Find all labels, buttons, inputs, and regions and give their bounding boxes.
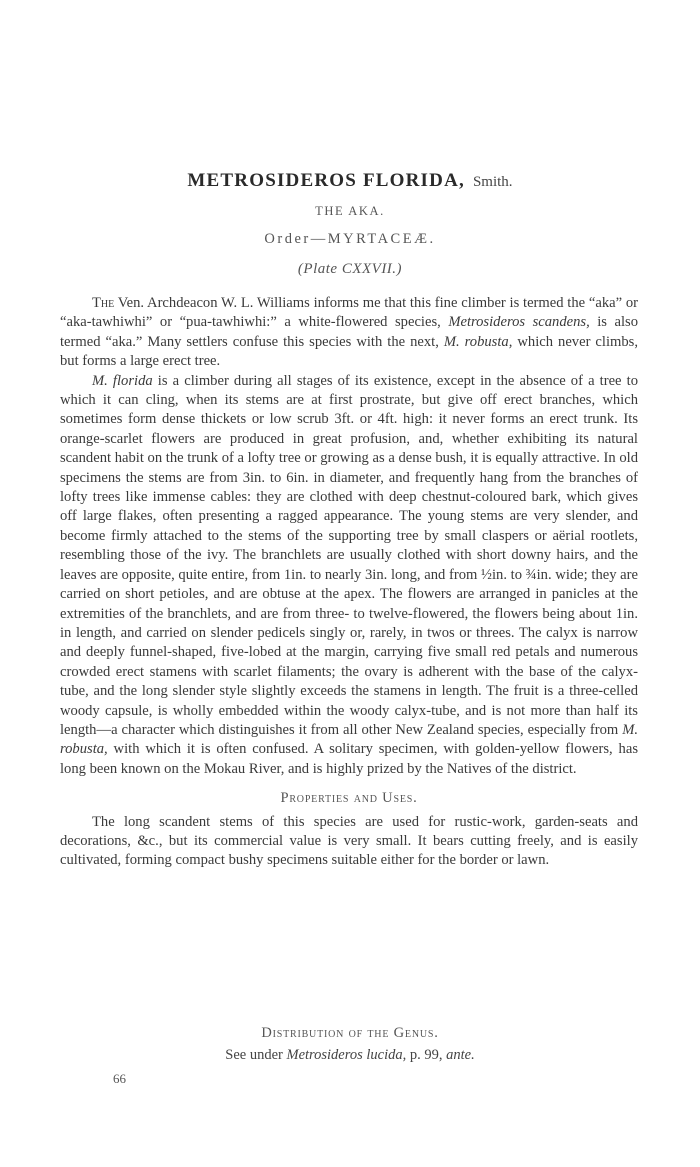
- paragraph-intro: [60, 294, 638, 372]
- paragraph-description-part1: is a climber during all stages of its existence, except in the absence of a tree to which it can cling, when its stems are at first prostrate, but give off erect branches, which sometimes form dense thickets or low scrub 3ft. or 4ft. high: it never forms an erect trunk. Its orange-scarlet flowers are produced in great profusion, and, whether exhibiting its natural scandent habit on the trunk of a lofty tree or growing as a dense bush, it is equally attractive. In old specimens the stems are from 3in. to 6in. in diameter, and frequently hang from the branches of lofty trees like immense cables: they are clothed with deep chestnut-coloured bark, which gives off large flakes, often presenting a ragged appearance. The young stems are very slender, and become firmly attached to the stems of the supporting tree by small claspers or aërial rootlets, resembling those of the ivy. The branchlets are usually clothed with short downy hairs, and the leaves are opposite, quite entire, from 1in. to nearly 3in. long, and from ½in. to ¾in. wide; they are carried on short petioles, and are obtuse at the apex. The flowers are arranged in panicles at the extremities of the branchlets, and are from three- to twelve-flowered, the flowers being about 1in. in length, and carried on slender pedicels singly or, rarely, in twos or threes. The calyx is narrow and deeply funnel-shaped, five-lobed at the margin, carrying five small red petals and numerous crowded erect stamens with scarlet filaments; the ovary is adherent with the base of the calyx-tube, and the long slender style slightly exceeds the stamens in length. The fruit is a three-celled woody capsule, is wholly embedded within the woody calyx-tube, and is not more than half its length—a character which distinguishes it from all other New Zealand species, especially from: [60, 372, 638, 738]
- paragraph-description: [60, 372, 638, 780]
- paragraph-intro-part2: is also termed “aka.” Many settlers confuse this species with the next,: [60, 314, 639, 350]
- species-ref-robusta: M. robusta,: [443, 333, 513, 350]
- plate-reference: (Plate CXXVII.): [297, 261, 403, 277]
- common-name: THE AKA.: [315, 204, 385, 218]
- species-ref-robusta-2: M. robusta,: [60, 721, 638, 758]
- page-number: 66: [113, 1071, 126, 1086]
- species-ref-scandens: Metrosideros scandens,: [448, 314, 590, 331]
- paragraph-intro-part3: which never climbs, but forms a large erect tree.: [60, 333, 638, 370]
- paragraph-intro-part1: Ven. Archdeacon W. L. Williams informs me that this fine climber is termed the “aka” or “aka-tawhiwhi” or “pua-tawhiwhi:” a white-flowered species,: [60, 295, 638, 331]
- species-author: Smith.: [472, 174, 513, 190]
- lead-word: The: [92, 295, 115, 311]
- distribution-ante: ante.: [446, 1047, 475, 1063]
- order-line: Order—MYRTACEÆ.: [264, 231, 436, 247]
- distribution-heading: Distribution of the Genus.: [261, 1025, 439, 1041]
- species-title-line: [0, 170, 700, 193]
- properties-paragraph: The long scandent stems of this species are used for rustic-work, garden-seats and decorations, &c., but its commercial value is very small. It bears cutting freely, and is easily cultivated, forming compact bushy specimens suitable either for the border or lawn.: [60, 813, 638, 869]
- distribution-ref: Metrosideros lucida,: [286, 1047, 407, 1063]
- species-ref-florida: M. florida: [92, 372, 153, 389]
- body-text: [60, 294, 638, 871]
- paragraph-description-part2: with which it is often confused. A solitary specimen, with golden-yellow flowers, has long been known on the Mokau River, and is highly prized by the Natives of the district.: [60, 741, 638, 777]
- properties-heading: Properties and Uses.: [280, 790, 418, 807]
- distribution-page: p. 99,: [406, 1047, 447, 1063]
- distribution-text: [0, 1047, 700, 1064]
- species-title: METROSIDEROS FLORIDA,: [187, 170, 465, 191]
- distribution-prefix: See under: [225, 1047, 287, 1063]
